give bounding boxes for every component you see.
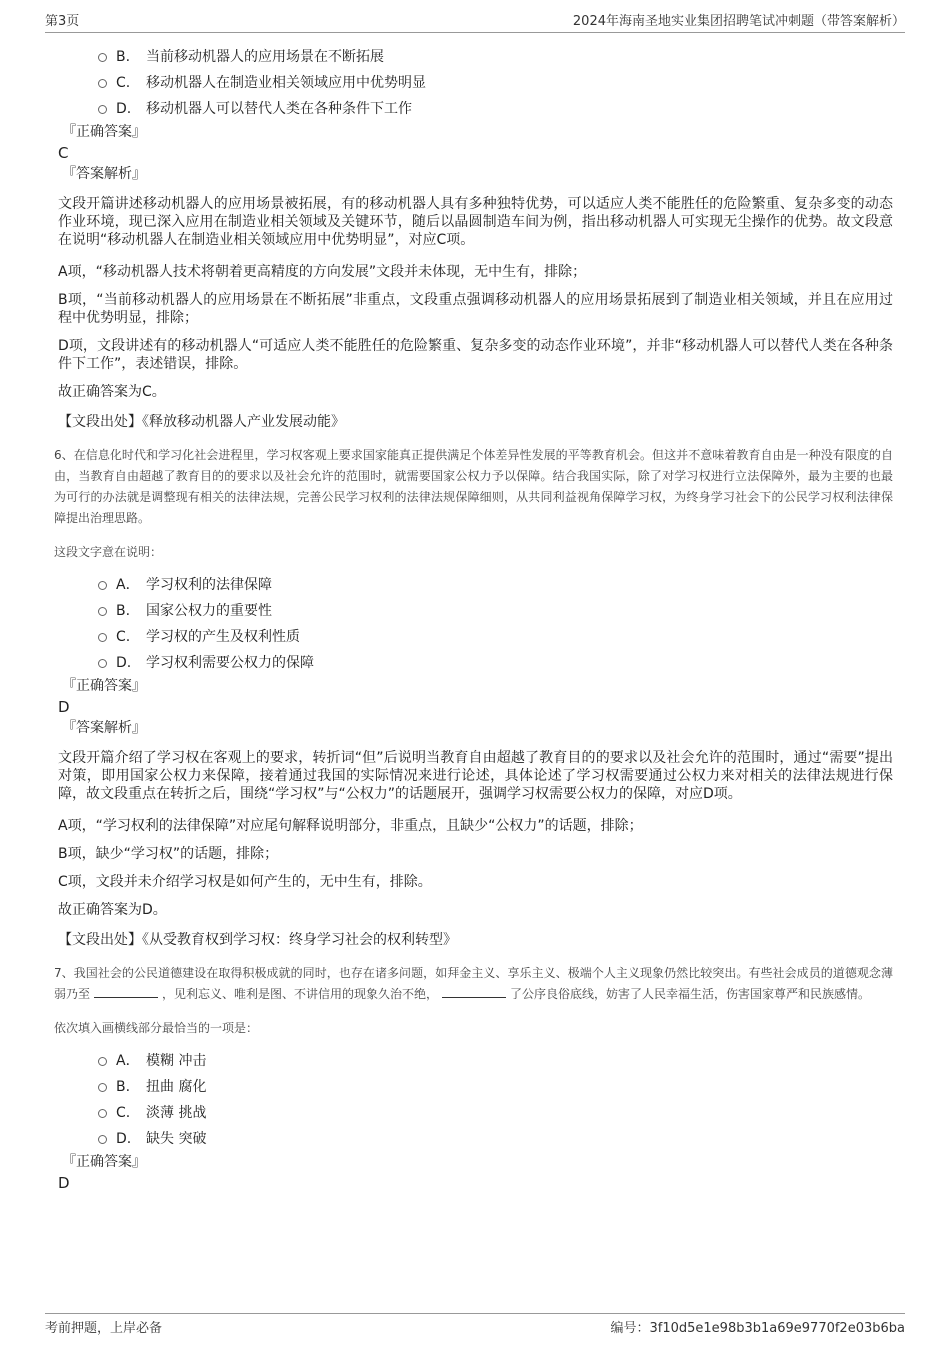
document-title: 2024年海南圣地实业集团招聘笔试冲刺题（带答案解析）	[572, 14, 905, 29]
document-id: 编号：3f10d5e1e98b3b1a69e9770f2e03b6ba	[610, 1321, 905, 1336]
radio-icon[interactable]	[98, 79, 107, 88]
q6-options	[58, 572, 893, 676]
q5-source: 【文段出处】《释放移动机器人产业发展动能》	[58, 414, 345, 430]
q5-analysis-b: B项，“当前移动机器人的应用场景在不断拓展”非重点，文段重点强调移动机器人的应用场景拓展到了制造业相关领域，并且在应用过程中优势明显，排除；	[58, 292, 893, 326]
q5-analysis-a: A项，“移动机器人技术将朝着更高精度的方向发展”文段并未体现，无中生有，排除；	[58, 264, 587, 280]
radio-icon[interactable]	[98, 659, 107, 668]
radio-icon[interactable]	[98, 53, 107, 62]
q6-answer-label: 『正确答案』	[62, 678, 146, 694]
q6-analysis-main: 文段开篇介绍了学习权在客观上的要求，转折词“但”后说明当教育自由超越了教育目的的要求以及社会允许的范围时，通过“需要”提出对策，即用国家公权力来保障，接着通过我国的实际情况来进行论述，具体论述了学习权需要通过公权力来对相关的法律法规进行保障，故文段重点在转折之后，围绕“学习权”与“公权力”的话题展开，强调学习权需要公权力的保障，对应D项。	[58, 750, 893, 802]
page-number: 第3页	[45, 14, 80, 29]
footer-slogan: 考前押题，上岸必备	[45, 1321, 163, 1336]
q5-option-b[interactable]: B. 当前移动机器人的应用场景在不断拓展	[58, 44, 893, 70]
q6-prompt: 这段文字意在说明：	[54, 545, 163, 559]
q7-option-a[interactable]: A． 模糊 冲击	[58, 1048, 893, 1074]
page-header	[45, 10, 905, 33]
q6-analysis-label: 『答案解析』	[62, 720, 146, 736]
q5-option-c[interactable]: C. 移动机器人在制造业相关领域应用中优势明显	[58, 70, 893, 96]
q5-conclusion: 故正确答案为C。	[58, 384, 166, 400]
radio-icon[interactable]	[98, 1083, 107, 1092]
q5-analysis-main: 文段开篇讲述移动机器人的应用场景被拓展，有的移动机器人具有多种独特优势，可以适应人类不能胜任的危险繁重、复杂多变的动态作业环境，现已深入应用在制造业相关领域及关键环节，随后以晶圆制造车间为例，指出移动机器人可实现无尘操作的优势。故文段意在说明“移动机器人在制造业相关领域应用中优势明显”，对应C项。	[58, 196, 893, 248]
q7-options	[58, 1048, 893, 1152]
q6-conclusion: 故正确答案为D。	[58, 902, 167, 918]
q5-analysis-d: D项，文段讲述有的移动机器人“可适应人类不能胜任的危险繁重、复杂多变的动态作业环境”，并非“移动机器人可以替代人类在各种条件下工作”，表述错误，排除。	[58, 338, 893, 372]
q6-analysis-c: C项，文段并未介绍学习权是如何产生的，无中生有，排除。	[58, 874, 432, 890]
q7-answer-label: 『正确答案』	[62, 1154, 146, 1170]
radio-icon[interactable]	[98, 1057, 107, 1066]
q6-analysis-a: A项，“学习权利的法律保障”对应尾句解释说明部分，非重点，且缺少“公权力”的话题，排除；	[58, 818, 643, 834]
radio-icon[interactable]	[98, 633, 107, 642]
q7-option-c[interactable]: C. 淡薄 挑战	[58, 1100, 893, 1126]
q6-source: 【文段出处】《从受教育权到学习权：终身学习社会的权利转型》	[58, 932, 457, 948]
q6-stem: 6、在信息化时代和学习化社会进程里，学习权客观上要求国家能真正提供满足个体差异性发展的平等教育机会。但这并不意味着教育自由是一种没有限度的自由，当教育自由超越了教育目的的要求以及社会允许的范围时，就需要国家公权力予以保障。结合我国实际，除了对学习权进行立法保障外，最为主要的也最为可行的办法就是调整现有相关的法律法规，完善公民学习权利的法律法规保障细则，从共同利益视角保障学习权，为终身学习社会下的公民学习权利法律保障提出治理思路。	[54, 448, 893, 525]
q5-answer: C	[58, 144, 69, 162]
q5-analysis-label: 『答案解析』	[62, 166, 146, 182]
q7-option-d[interactable]: D. 缺失 突破	[58, 1126, 893, 1152]
q5-options	[58, 44, 893, 122]
page-footer	[45, 1313, 905, 1336]
radio-icon[interactable]	[98, 1109, 107, 1118]
q6-option-b[interactable]: B. 国家公权力的重要性	[58, 598, 893, 624]
radio-icon[interactable]	[98, 1135, 107, 1144]
q6-answer: D	[58, 698, 70, 716]
q5-option-d[interactable]: D. 移动机器人可以替代人类在各种条件下工作	[58, 96, 893, 122]
radio-icon[interactable]	[98, 105, 107, 114]
q5-answer-label: 『正确答案』	[62, 124, 146, 140]
q7-prompt: 依次填入画横线部分最恰当的一项是：	[54, 1021, 259, 1035]
q7-answer: D	[58, 1174, 70, 1192]
q7-stem: 7、我国社会的公民道德建设在取得积极成就的同时，也存在诸多问题，如拜金主义、享乐主义、极端个人主义现象仍然比较突出。有些社会成员的道德观念薄弱乃至 ，见利忘义、唯利是图、不讲信用的现象久治不绝， 了公序良俗底线，妨害了人民幸福生活，伤害国家尊严和民族感情。	[54, 966, 893, 1001]
q6-option-a[interactable]: A． 学习权利的法律保障	[58, 572, 893, 598]
fill-blank-2	[442, 985, 506, 998]
radio-icon[interactable]	[98, 607, 107, 616]
q6-option-d[interactable]: D. 学习权利需要公权力的保障	[58, 650, 893, 676]
radio-icon[interactable]	[98, 581, 107, 590]
fill-blank-1	[94, 985, 158, 998]
q6-analysis-b: B项，缺少“学习权”的话题，排除；	[58, 846, 279, 862]
document-body	[54, 44, 893, 1194]
q6-option-c[interactable]: C. 学习权的产生及权利性质	[58, 624, 893, 650]
q7-option-b[interactable]: B. 扭曲 腐化	[58, 1074, 893, 1100]
